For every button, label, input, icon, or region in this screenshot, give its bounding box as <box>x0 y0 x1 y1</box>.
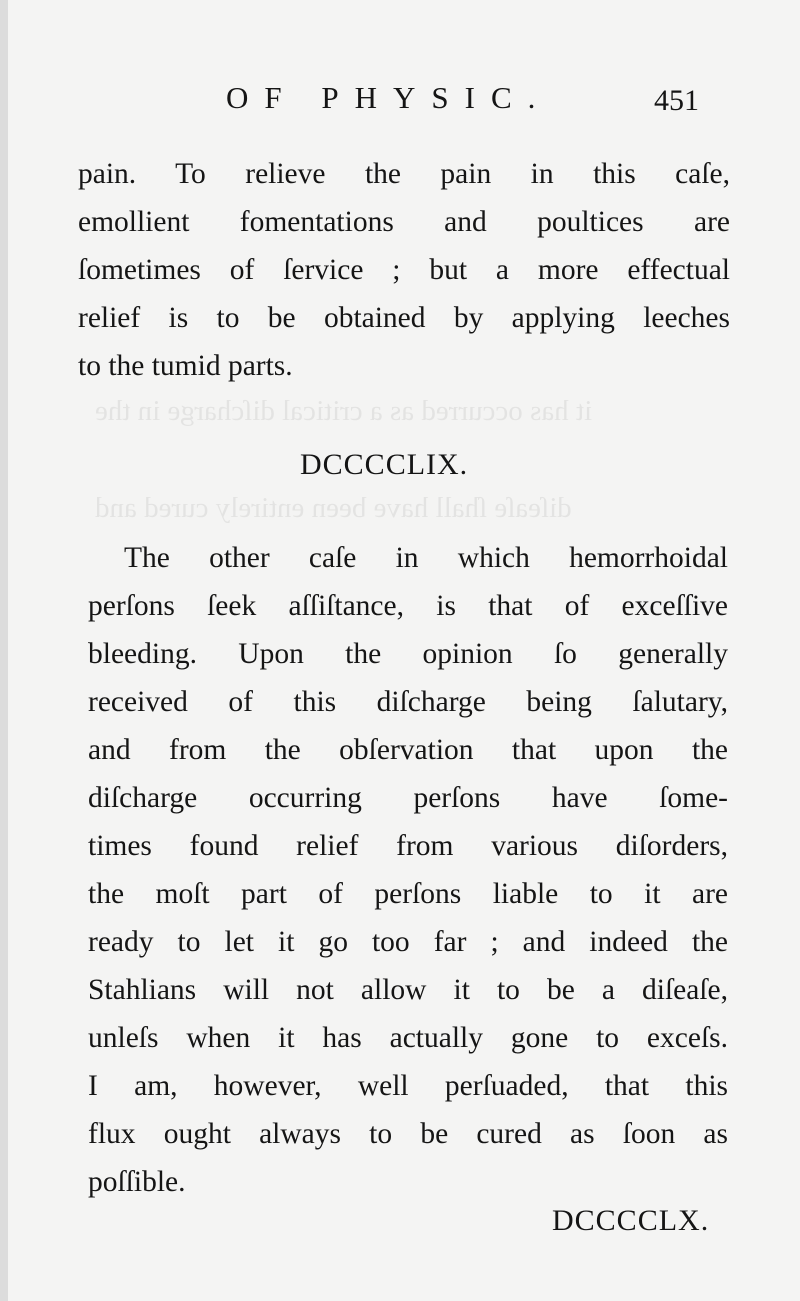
running-head <box>0 80 800 120</box>
text-line: the moſt part of perſons liable to it are <box>88 878 728 910</box>
running-title: OF PHYSIC. <box>226 80 552 115</box>
text-line: unleſs when it has actually gone to exceſs. <box>88 1022 728 1054</box>
text-line: perſons ſeek aſſiſtance, is that of exceſſive <box>88 590 728 622</box>
text-line: The other caſe in which hemorrhoidal <box>124 542 728 574</box>
show-through-text: it has occurred as a critical diſcharge in the <box>95 395 593 427</box>
text-line: emollient fomentations and poultices are <box>78 206 730 238</box>
text-line: poſſible. <box>88 1166 186 1198</box>
text-line: diſcharge occurring perſons have ſome- <box>88 782 728 814</box>
text-line: I am, however, well perſuaded, that this <box>88 1070 728 1102</box>
text-line: flux ought always to be cured as ſoon as <box>88 1118 728 1150</box>
page-number: 451 <box>654 84 699 117</box>
section-heading: DCCCCLX. <box>552 1204 710 1237</box>
text-line: to the tumid parts. <box>78 350 293 382</box>
text-line: ready to let it go too far ; and indeed the <box>88 926 728 958</box>
paragraph-2 <box>88 534 728 1206</box>
paragraph-1 <box>78 150 730 390</box>
text-line: ſometimes of ſervice ; but a more effectual <box>78 254 730 286</box>
text-line: times found relief from various diſorders, <box>88 830 728 862</box>
text-line: Stahlians will not allow it to be a diſeaſe, <box>88 974 728 1006</box>
text-line: relief is to be obtained by applying leeches <box>78 302 730 334</box>
show-through-text: diſeaſe ſhall have been entirely cured and <box>95 492 572 524</box>
page-edge-shadow <box>0 0 8 1301</box>
text-line: pain. To relieve the pain in this caſe, <box>78 158 730 190</box>
text-line: received of this diſcharge being ſalutary, <box>88 686 728 718</box>
text-line: and from the obſervation that upon the <box>88 734 728 766</box>
section-heading: DCCCCLIX. <box>300 448 469 481</box>
text-line: bleeding. Upon the opinion ſo generally <box>88 638 728 670</box>
